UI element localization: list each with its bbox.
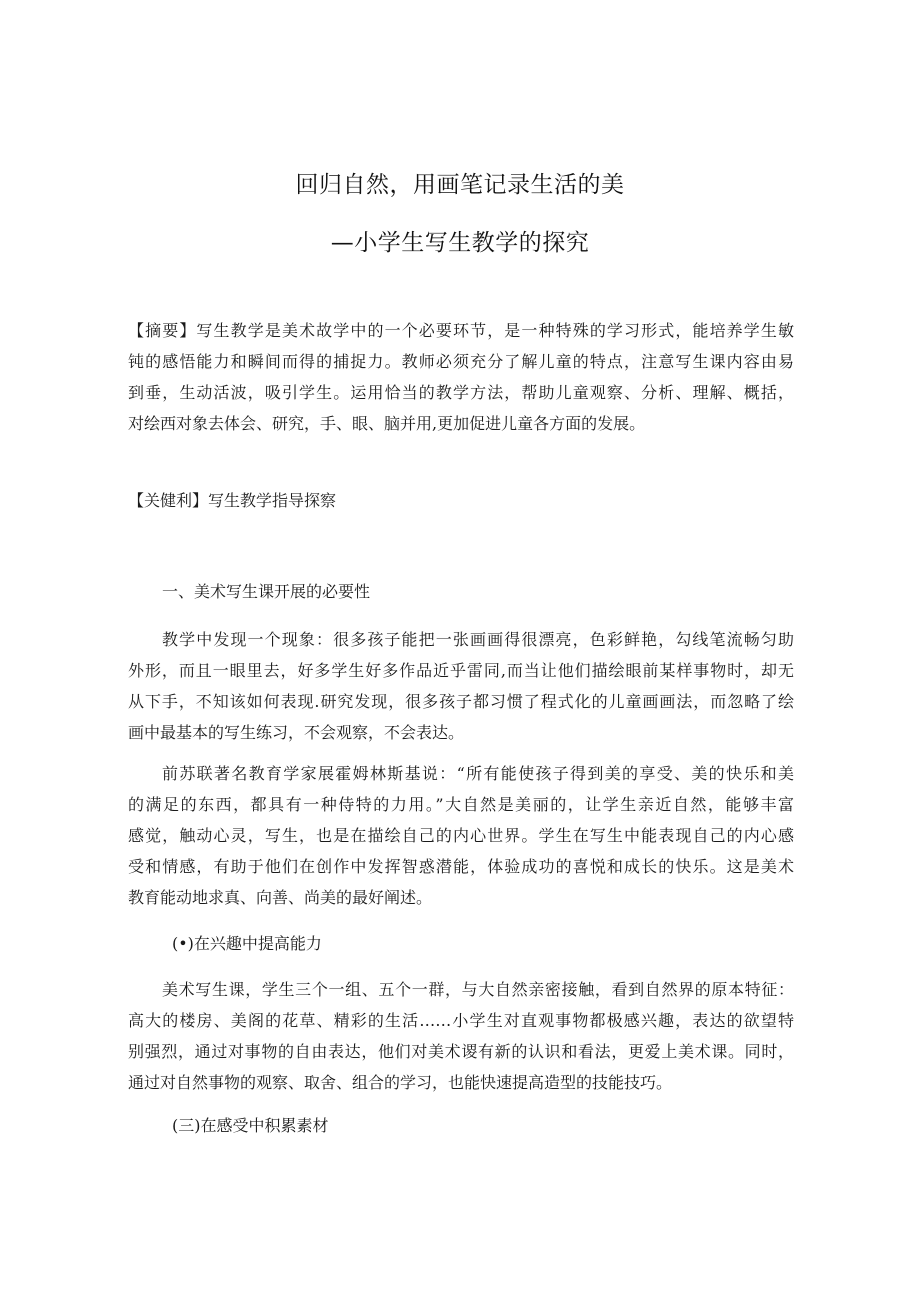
subsection-3-heading: (三)在感受中积累素材	[172, 1116, 329, 1135]
paragraph-line: 别强烈，通过对事物的自由表达，他们对美术谡有新的认识和看法，更爱上美术课。同时，	[128, 1042, 794, 1061]
section-1-paragraph-2	[128, 758, 794, 913]
section-1-paragraph-1	[128, 624, 794, 748]
subsection-1-heading: (•)在兴趣中提高能力	[172, 934, 322, 953]
paragraph-line: 从下手，不知该如何表现.研究发现，很多孩子都习惯了程式化的儿童画画法，而忽略了绘	[128, 692, 794, 711]
paragraph-line: 通过对自然事物的观察、取舍、组合的学习，也能快速提高造型的技能技巧。	[128, 1073, 673, 1092]
abstract-paragraph	[128, 315, 794, 439]
title-line-2: —小学生写生教学的探究	[330, 230, 590, 256]
paragraph-line: 的满足的东西，都具有一种侍特的力用。”大自然是美丽的，让学生亲近自然，能够丰富	[128, 795, 794, 814]
title-line-1: 回归自然，用画笔记录生活的美	[295, 172, 625, 198]
section-1-heading: 一、美术写生课开展的必要性	[162, 582, 371, 601]
paragraph-line: 画中最基本的写生练习，不会观察，不会表达。	[128, 723, 465, 742]
paragraph-line: 高大的楼房、美阁的花草、精彩的生活……小学生对直观事物都极感兴趣，表达的欲望特	[128, 1011, 794, 1030]
abstract-line: 钝的感悟能力和瞬间而得的捕捉力。教师必须充分了解儿童的特点，注意写生课内容由易	[128, 352, 794, 371]
abstract-line: 对绘西对象去体会、研究，手、眼、脑并用,更加促进儿童各方面的发展。	[128, 414, 646, 433]
paragraph-line: 教学中发现一个现象：很多孩子能把一张画画得很漂亮，色彩鲜艳，勾线笔流畅匀助	[162, 630, 794, 649]
paragraph-line: 受和情感，有助于他们在创作中发挥智惑潜能，体验成功的喜悦和成长的快乐。这是美术	[128, 857, 794, 876]
keywords-line: 【关健利】写生教学指导探察	[128, 491, 337, 510]
abstract-line: 【摘要】写生教学是美术故学中的一个必要环节，是一种特殊的学习形式，能培养学生敏	[128, 321, 794, 340]
abstract-line: 到垂，生动活波，吸引学生。运用恰当的教学方法，帮助儿童观察、分析、理解、概括，	[128, 383, 794, 402]
paragraph-line: 美术写生课，学生三个一组、五个一群，与大自然亲密接触，看到自然界的原本特征：	[162, 980, 794, 999]
paragraph-line: 外形，而且一眼里去，好多学生好多作品近乎雷同,而当让他们描绘眼前某样事物时，却无	[128, 661, 794, 680]
paragraph-line: 前苏联著名教育学家展霍姆林斯基说：“所有能使孩子得到美的享受、美的快乐和美	[162, 764, 794, 783]
subsection-1-paragraph	[128, 974, 794, 1098]
paragraph-line: 教育能动地求真、向善、尚美的最好阐述。	[128, 888, 433, 907]
paragraph-line: 感觉，触动心灵，写生，也是在描绘自己的内心世界。学生在写生中能表现自己的内心感	[128, 826, 794, 845]
